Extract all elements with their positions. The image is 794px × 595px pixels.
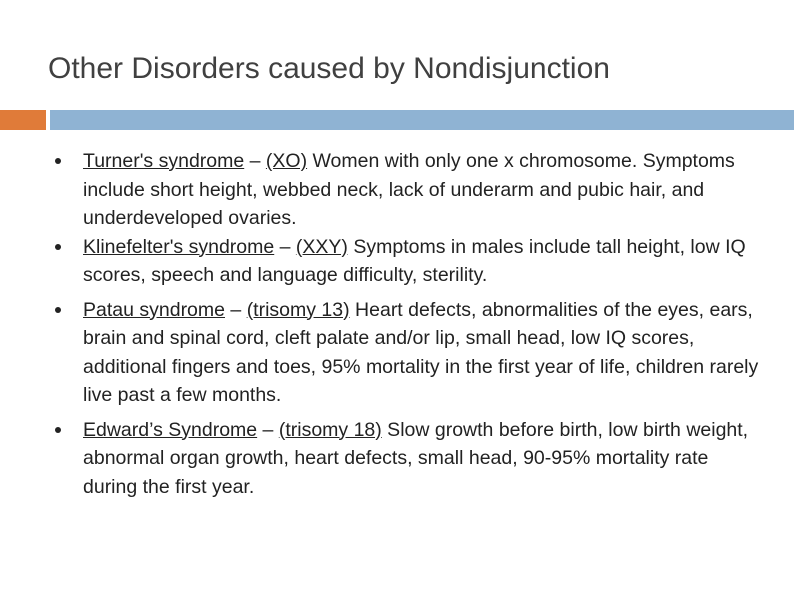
- bullet-icon: [55, 158, 61, 164]
- list-item-klinefelter: [50, 233, 760, 290]
- slide-title: Other Disorders caused by Nondisjunction: [48, 52, 610, 85]
- disorder-name: Klinefelter's syndrome: [83, 235, 275, 258]
- disorder-description: Slow growth before birth, low birth weight, abnormal organ growth, heart defects, small head, 90-95% mortality rate during the first year.: [83, 418, 749, 498]
- disorder-name: Edward’s Syndrome: [83, 418, 258, 441]
- dash: –: [244, 150, 266, 172]
- list-item-patau: [50, 296, 760, 410]
- bullet-list: [50, 147, 760, 501]
- bullet-icon: [55, 427, 61, 433]
- bullet-icon: [55, 307, 61, 313]
- dash: –: [274, 235, 296, 258]
- dash: –: [225, 298, 247, 321]
- disorder-name: Patau syndrome: [83, 298, 225, 321]
- disorder-description: Women with only one x chromosome. Symptoms include short height, webbed neck, lack of underarm and pubic hair, and underdeveloped ovaries.: [83, 150, 735, 229]
- disorder-description: Heart defects, abnormalities of the eyes, ears, brain and spinal cord, cleft palate and/or lip, small head, low IQ scores, additional fingers and toes, 95% mortality in the first year of life, children rarely live past a few months.: [83, 298, 759, 406]
- list-item-edwards: [50, 416, 760, 502]
- title-divider-bar: [50, 110, 794, 130]
- karyotype: (trisomy 13): [246, 298, 350, 321]
- title-accent-bar: [0, 110, 46, 130]
- list-item-turner: [50, 147, 760, 233]
- bullet-icon: [55, 244, 61, 250]
- disorder-description: Symptoms in males include tall height, low IQ scores, speech and language difficulty, sterility.: [83, 235, 746, 286]
- karyotype: (XO): [265, 150, 308, 172]
- disorder-name: Turner's syndrome: [83, 150, 245, 172]
- dash: –: [257, 418, 279, 441]
- karyotype: (trisomy 18): [278, 418, 382, 441]
- karyotype: (XXY): [295, 235, 348, 258]
